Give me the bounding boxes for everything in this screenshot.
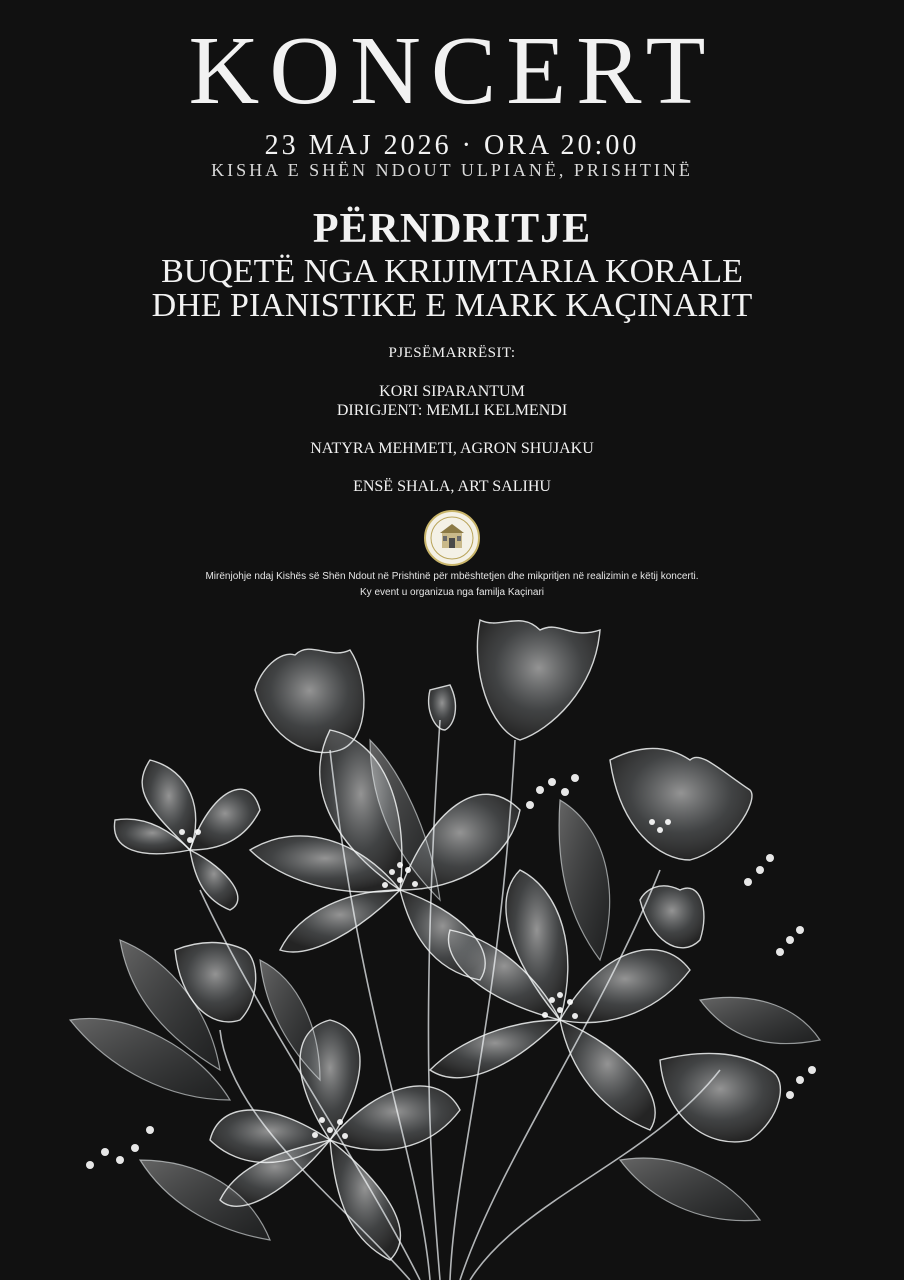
participant-soloists: NATYRA MEHMETI, AGRON SHUJAKU [310, 440, 594, 457]
program-subtitle-line1: BUQETË NGA KRIJIMTARIA KORALE [161, 253, 743, 290]
participant-conductor: DIRIGJENT: MEMLI KELMENDI [336, 402, 568, 419]
church-seal-logo-icon [424, 510, 480, 566]
organizer-note: Ky event u organizua nga familja Kaçinari [360, 587, 544, 598]
date-time: 23 MAJ 2026 · ORA 20:00 [264, 130, 640, 161]
program-subtitle-line2: DHE PIANISTIKE E MARK KAÇINARIT [151, 287, 753, 324]
participants-label: PJESËMARRËSIT: [388, 345, 516, 361]
venue: KISHA E SHËN NDOUT ULPIANË, PRISHTINË [211, 160, 693, 180]
poster-title: KONCERT [188, 17, 716, 125]
acknowledgement-text: Mirënjohje ndaj Kishës së Shën Ndout në Prishtinë për mbështetjen dhe mikpritjen në realizimin e këtij koncerti. [205, 571, 699, 582]
participant-pianists: ENSË SHALA, ART SALIHU [353, 478, 551, 495]
program-title: PËRNDRITJE [312, 206, 592, 252]
participant-choir: KORI SIPARANTUM [379, 383, 525, 400]
glass-flower-bouquet-icon [0, 600, 904, 1280]
